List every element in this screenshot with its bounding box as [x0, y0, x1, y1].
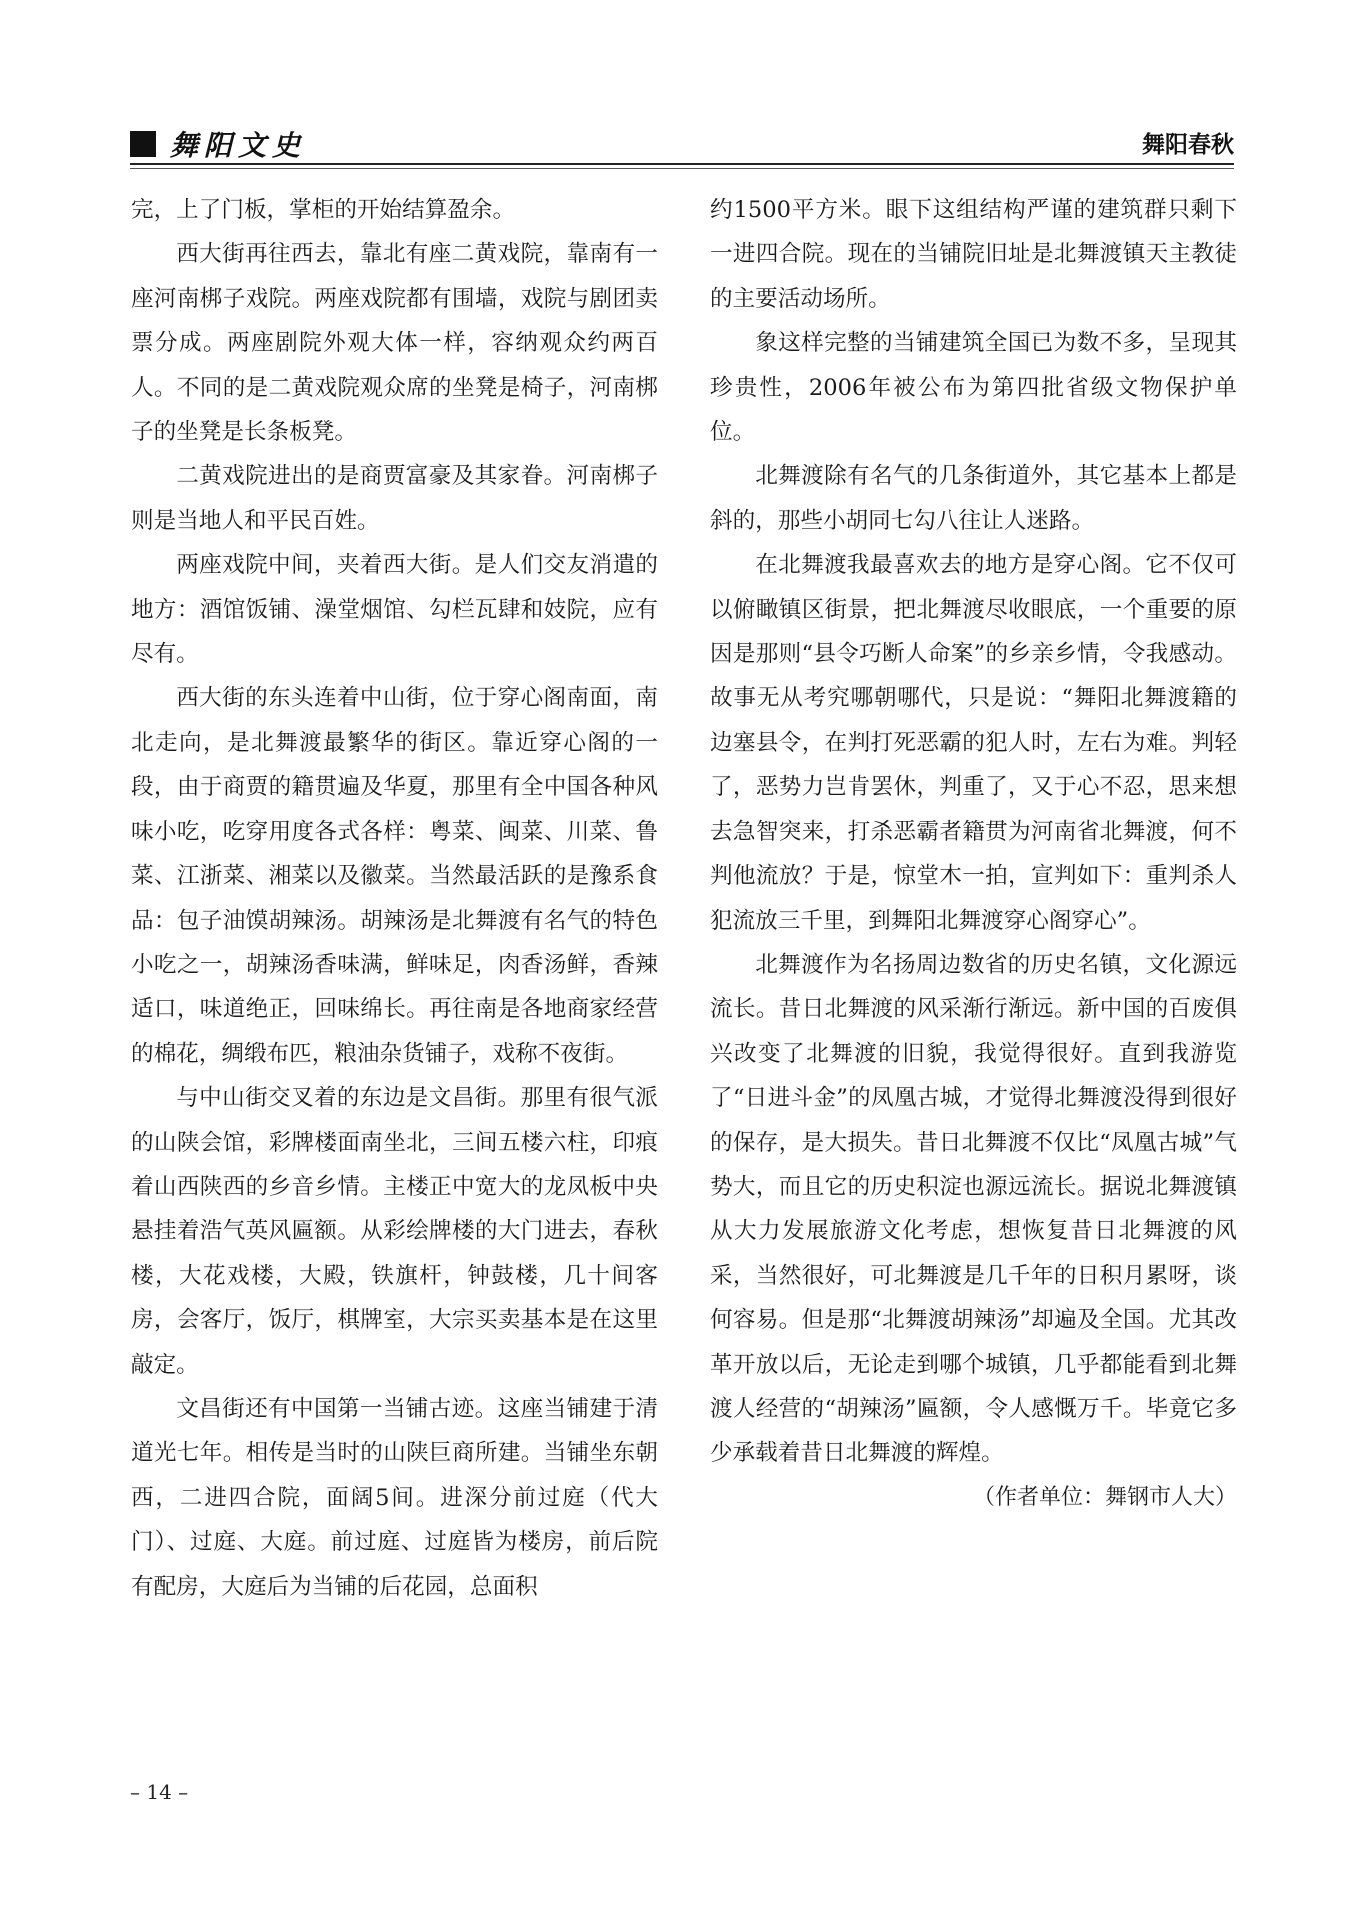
author-byline: （作者单位：舞钢市人大） [972, 1484, 1237, 1510]
header-rule-thin [130, 168, 1234, 169]
paragraph: 北舞渡除有名气的几条街道外，其它基本上都是斜的，那些小胡同七勾八往让人迷路。 [710, 463, 1237, 534]
page-header [130, 124, 1234, 162]
paragraph: 两座戏院中间，夹着西大街。是人们交友消遣的地方：酒馆饭铺、澡堂烟馆、勾栏瓦肆和妓院，应有尽有。 [131, 552, 658, 668]
paragraph: 约1500平方米。眼下这组结构严谨的建筑群只剩下一进四合院。现在的当铺院旧址是北舞渡镇天主教徒的主要活动场所。 [710, 197, 1237, 312]
header-rule [130, 163, 1234, 165]
header-square-mark [130, 131, 156, 157]
paragraph: 二黄戏院进出的是商贾富豪及其家眷。河南梆子则是当地人和平民百姓。 [131, 463, 658, 534]
paragraph: 与中山街交叉着的东边是文昌街。那里有很气派的山陕会馆，彩牌楼面南坐北，三间五楼六柱，印痕着山西陕西的乡音乡情。主楼正中宽大的龙凤板中央悬挂着浩气英风匾额。从彩绘牌楼的大门进去，春秋楼，大花戏楼，大殿，铁旗杆，钟鼓楼，几十间客房，会客厅，饭厅，棋牌室，大宗买卖基本是在这里敲定。 [131, 1085, 658, 1378]
paragraph: 在北舞渡我最喜欢去的地方是穿心阁。它不仅可以俯瞰镇区街景，把北舞渡尽收眼底，一个重要的原因是那则“县令巧断人命案”的乡亲乡情，令我感动。故事无从考究哪朝哪代，只是说：“舞阳北舞渡籍的边塞县令，在判打死恶霸的犯人时，左右为难。判轻了，恶势力岂肯罢休，判重了，又于心不忍，思来想去急智突来，打杀恶霸者籍贯为河南省北舞渡，何不判他流放？于是，惊堂木一拍，宣判如下：重判杀人犯流放三千里，到舞阳北舞渡穿心阁穿心”。 [710, 552, 1237, 934]
right-column [710, 188, 1237, 1520]
journal-name: 舞阳文史 [170, 129, 307, 162]
paragraph: 象这样完整的当铺建筑全国已为数不多，呈现其珍贵性，2006年被公布为第四批省级文物保护单位。 [710, 330, 1237, 446]
paragraph: 文昌街还有中国第一当铺古迹。这座当铺建于清道光七年。相传是当时的山陕巨商所建。当铺坐东朝西，二进四合院，面阔5间。进深分前过庭（代大门）、过庭、大庭。前过庭、过庭皆为楼房，前后院有配房，大庭后为当铺的后花园，总面积 [131, 1395, 658, 1600]
paragraph: 西大街再往西去，靠北有座二黄戏院，靠南有一座河南梆子戏院。两座戏院都有围墙，戏院与剧团卖票分成。两座剧院外观大体一样，容纳观众约两百人。不同的是二黄戏院观众席的坐凳是椅子，河南梆子的坐凳是长条板凳。 [131, 241, 658, 446]
paragraph: 北舞渡作为名扬周边数省的历史名镇，文化源远流长。昔日北舞渡的风采渐行渐远。新中国的百废俱兴改变了北舞渡的旧貌，我觉得很好。直到我游览了“日进斗金”的凤凰古城，才觉得北舞渡没得到很好的保存，是大损失。昔日北舞渡不仅比“凤凰古城”气势大，而且它的历史积淀也源远流长。据说北舞渡镇从大力发展旅游文化考虑，想恢复昔日北舞渡的风采，当然很好，可北舞渡是几千年的日积月累呀，谈何容易。但是那“北舞渡胡辣汤”却遍及全国。尤其改革开放以后，无论走到哪个城镇，几乎都能看到北舞渡人经营的“胡辣汤”匾额，令人感慨万千。毕竟它多少承载着昔日北舞渡的辉煌。 [710, 951, 1237, 1467]
paragraph: 西大街的东头连着中山街，位于穿心阁南面，南北走向，是北舞渡最繁华的街区。靠近穿心阁的一段，由于商贾的籍贯遍及华夏，那里有全中国各种风味小吃，吃穿用度各式各样：粤菜、闽菜、川菜、鲁菜、江浙菜、湘菜以及徽菜。当然最活跃的是豫系食品：包子油馍胡辣汤。胡辣汤是北舞渡有名气的特色小吃之一，胡辣汤香味满，鲜味足，肉香汤鲜，香辣适口，味道绝正，回味绵长。再往南是各地商家经营的棉花，绸缎布匹，粮油杂货铺子，戏称不夜街。 [131, 685, 658, 1067]
left-column [131, 188, 658, 1609]
page-number: – 14 – [130, 1780, 189, 1804]
paragraph: 完，上了门板，掌柜的开始结算盈余。 [131, 197, 516, 223]
section-title: 舞阳春秋 [1142, 132, 1234, 158]
header-left [130, 124, 306, 164]
